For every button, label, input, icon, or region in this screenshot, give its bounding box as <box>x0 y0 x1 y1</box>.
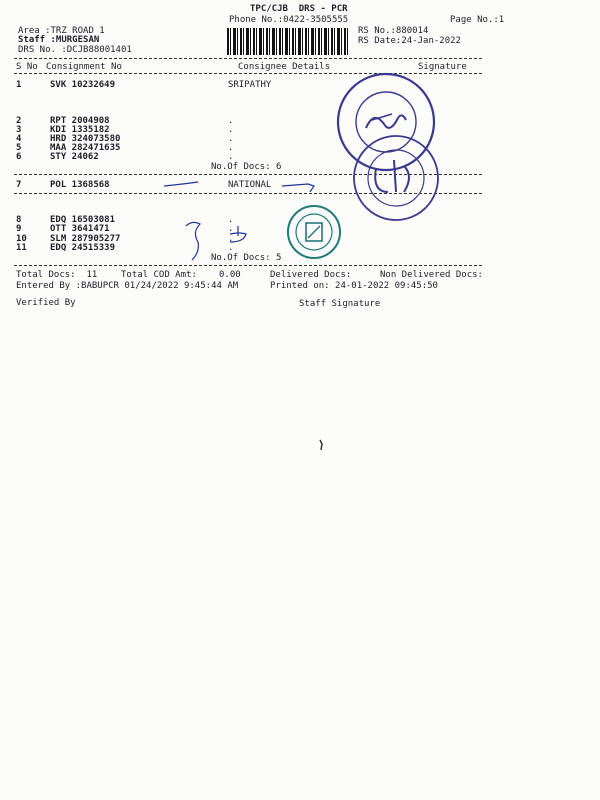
row-consignment: MAA 282471635 <box>50 143 121 153</box>
total-cod-value: 0.00 <box>219 270 241 280</box>
printed-on: Printed on: 24-01-2022 09:45:50 <box>270 281 438 291</box>
row-sno: 4 <box>16 134 22 144</box>
document-title: TPC/CJB DRS - PCR <box>250 4 348 14</box>
page-number: Page No.:1 <box>450 15 505 25</box>
row-consignee: . <box>228 215 234 225</box>
phone-number: Phone No.:0422-3505555 <box>229 15 349 25</box>
row-consignment: EDQ 16503081 <box>50 215 116 225</box>
total-cod-label: Total COD Amt: <box>121 270 197 280</box>
row-sno: 10 <box>16 234 27 244</box>
row-sno: 6 <box>16 152 22 162</box>
non-delivered-docs: Non Delivered Docs: <box>380 270 483 280</box>
area: Area :TRZ ROAD 1 <box>18 26 105 36</box>
row-consignment: SLM 287905277 <box>50 234 121 244</box>
row-sno: 8 <box>16 215 22 225</box>
company-seal-icon <box>338 74 434 170</box>
group-total: No.Of Docs: 6 <box>211 162 282 172</box>
row-consignee: . <box>228 243 234 253</box>
col-consignment: Consignment No <box>46 62 122 72</box>
staff: Staff :MURGESAN <box>18 35 100 45</box>
delivered-docs: Delivered Docs: <box>270 270 352 280</box>
col-sno: S No <box>16 62 38 72</box>
staff-signature-label: Staff Signature <box>299 299 381 309</box>
city-seal-icon <box>354 136 438 220</box>
entered-by: Entered By :BABUPCR 01/24/2022 9:45:44 AM <box>16 281 239 291</box>
row-sno: 11 <box>16 243 27 253</box>
row-sno: 9 <box>16 224 22 234</box>
drs-number: DRS No. :DCJB88001401 <box>18 45 132 55</box>
row-consignment: OTT 3641471 <box>50 224 110 234</box>
ink-speck-icon <box>320 440 322 450</box>
row-consignment: EDQ 24515339 <box>50 243 116 253</box>
row-sno: 2 <box>16 116 22 126</box>
insurance-seal-icon <box>288 206 340 258</box>
row-sno: 1 <box>16 80 22 90</box>
row-consignee: . <box>228 234 234 244</box>
col-consignee: Consignee Details <box>238 62 331 72</box>
row-consignee: . <box>228 134 234 144</box>
row-consignee: . <box>228 143 234 153</box>
row-consignment: POL 1368568 <box>50 180 110 190</box>
row-consignment: KDI 1335182 <box>50 125 110 135</box>
row-consignment: RPT 2004908 <box>50 116 110 126</box>
row-consignee: SRIPATHY <box>228 80 272 90</box>
row-consignment: STY 24062 <box>50 152 99 162</box>
row-consignee: . <box>228 116 234 126</box>
row-consignee: NATIONAL <box>228 180 272 190</box>
rs-date: RS Date:24-Jan-2022 <box>358 36 461 46</box>
row-sno: 3 <box>16 125 22 135</box>
group-total: No.Of Docs: 5 <box>211 253 282 263</box>
row-sno: 5 <box>16 143 22 153</box>
row-consignee: . <box>228 152 234 162</box>
rs-number: RS No.:880014 <box>358 26 429 36</box>
row-sno: 7 <box>16 180 22 190</box>
col-signature: Signature <box>418 62 467 72</box>
row-consignment: HRD 324073580 <box>50 134 121 144</box>
row-consignee: . <box>228 125 234 135</box>
verified-by: Verified By <box>16 298 76 308</box>
total-docs: Total Docs: 11 <box>16 270 98 280</box>
row-consignment: SVK 10232649 <box>50 80 116 90</box>
row-consignee: . <box>228 224 234 234</box>
